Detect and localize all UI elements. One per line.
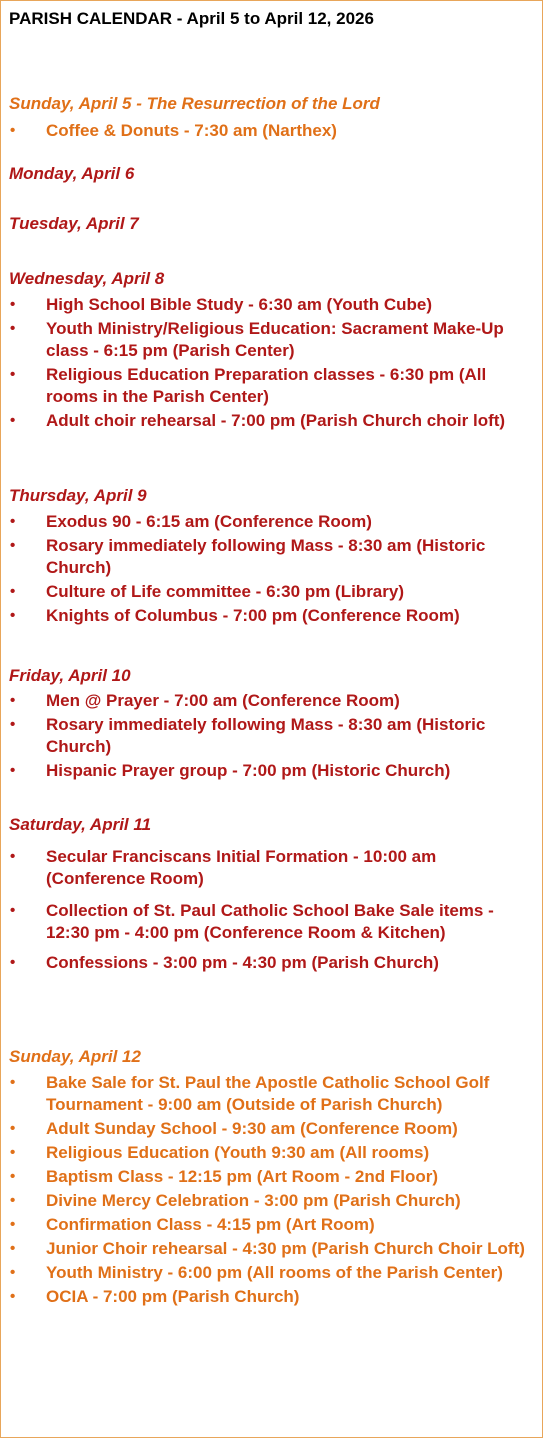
event-item <box>1 714 543 758</box>
event-list <box>1 120 543 142</box>
bullet-icon: • <box>10 902 16 919</box>
event-text: Confessions - 3:00 pm - 4:30 pm (Parish Church) <box>46 953 439 972</box>
event-text: Youth Ministry - 6:00 pm (All rooms of the Parish Center) <box>46 1263 503 1282</box>
day-heading: Sunday, April 12 <box>9 1047 141 1066</box>
bullet-icon: • <box>10 513 16 530</box>
event-list <box>1 846 543 974</box>
event-text: Knights of Columbus - 7:00 pm (Conference Room) <box>46 606 460 625</box>
bullet-icon: • <box>10 412 16 429</box>
event-item <box>1 511 543 533</box>
bullet-icon: • <box>10 848 16 865</box>
event-text: Culture of Life committee - 6:30 pm (Library) <box>46 582 404 601</box>
day-heading: Thursday, April 9 <box>9 486 147 505</box>
event-item <box>1 846 543 890</box>
event-item <box>1 1214 543 1236</box>
bullet-icon: • <box>10 537 16 554</box>
event-text: Junior Choir rehearsal - 4:30 pm (Parish Church Choir Loft) <box>46 1239 525 1258</box>
day-heading: Friday, April 10 <box>9 666 131 685</box>
event-list <box>1 690 543 782</box>
event-text: Men @ Prayer - 7:00 am (Conference Room) <box>46 691 400 710</box>
bullet-icon: • <box>10 954 16 971</box>
event-list <box>1 1072 543 1308</box>
event-text: High School Bible Study - 6:30 am (Youth Cube) <box>46 295 432 314</box>
event-text: Exodus 90 - 6:15 am (Conference Room) <box>46 512 372 531</box>
event-item <box>1 952 543 974</box>
day-heading: Monday, April 6 <box>9 164 135 183</box>
event-item <box>1 1262 543 1284</box>
bullet-icon: • <box>10 1264 16 1281</box>
event-text: Bake Sale for St. Paul the Apostle Catholic School Golf Tournament - 9:00 am (Outside of Parish Church) <box>46 1073 490 1114</box>
bullet-icon: • <box>10 366 16 383</box>
bullet-icon: • <box>10 1216 16 1233</box>
event-item <box>1 760 543 782</box>
event-item <box>1 581 543 603</box>
bullet-icon: • <box>10 1120 16 1137</box>
event-item <box>1 1142 543 1164</box>
event-text: Confirmation Class - 4:15 pm (Art Room) <box>46 1215 375 1234</box>
event-item <box>1 364 543 408</box>
event-text: Baptism Class - 12:15 pm (Art Room - 2nd Floor) <box>46 1167 438 1186</box>
day-heading: Saturday, April 11 <box>9 815 152 834</box>
bullet-icon: • <box>10 583 16 600</box>
event-item <box>1 605 543 627</box>
bullet-icon: • <box>10 1288 16 1305</box>
event-text: Secular Franciscans Initial Formation - 10:00 am (Conference Room) <box>46 847 437 888</box>
event-item <box>1 318 543 362</box>
event-text: Adult Sunday School - 9:30 am (Conference Room) <box>46 1119 458 1138</box>
event-item <box>1 1286 543 1308</box>
bullet-icon: • <box>10 122 16 139</box>
event-text: Rosary immediately following Mass - 8:30 am (Historic Church) <box>46 536 486 577</box>
bullet-icon: • <box>10 692 16 709</box>
bullet-icon: • <box>10 1240 16 1257</box>
page-title: PARISH CALENDAR - April 5 to April 12, 2026 <box>9 9 374 28</box>
event-item <box>1 1166 543 1188</box>
event-item <box>1 410 543 432</box>
event-text: Hispanic Prayer group - 7:00 pm (Historic Church) <box>46 761 451 780</box>
event-text: OCIA - 7:00 pm (Parish Church) <box>46 1287 300 1306</box>
event-item <box>1 1190 543 1212</box>
event-item <box>1 1072 543 1116</box>
bullet-icon: • <box>10 1192 16 1209</box>
bullet-icon: • <box>10 607 16 624</box>
event-item <box>1 294 543 316</box>
event-text: Youth Ministry/Religious Education: Sacrament Make-Up class - 6:15 pm (Parish Center) <box>46 319 504 360</box>
event-text: Religious Education (Youth 9:30 am (All rooms) <box>46 1143 430 1162</box>
event-item <box>1 690 543 712</box>
bullet-icon: • <box>10 1144 16 1161</box>
event-text: Collection of St. Paul Catholic School Bake Sale items - 12:30 pm - 4:00 pm (Conference Room & Kitchen) <box>46 901 494 942</box>
event-text: Religious Education Preparation classes - 6:30 pm (All rooms in the Parish Center) <box>46 365 487 406</box>
event-list <box>1 511 543 627</box>
day-heading: Sunday, April 5 - The Resurrection of the Lord <box>9 94 380 113</box>
bullet-icon: • <box>10 1168 16 1185</box>
day-heading: Wednesday, April 8 <box>9 269 165 288</box>
event-text: Adult choir rehearsal - 7:00 pm (Parish Church choir loft) <box>46 411 506 430</box>
bullet-icon: • <box>10 320 16 337</box>
event-text: Divine Mercy Celebration - 3:00 pm (Parish Church) <box>46 1191 461 1210</box>
event-item <box>1 535 543 579</box>
event-text: Coffee & Donuts - 7:30 am (Narthex) <box>46 121 337 140</box>
event-list <box>1 294 543 432</box>
bullet-icon: • <box>10 762 16 779</box>
bullet-icon: • <box>10 716 16 733</box>
event-item <box>1 1118 543 1140</box>
bullet-icon: • <box>10 1074 16 1091</box>
event-item <box>1 120 543 142</box>
event-item <box>1 1238 543 1260</box>
day-heading: Tuesday, April 7 <box>9 214 139 233</box>
bullet-icon: • <box>10 296 16 313</box>
event-text: Rosary immediately following Mass - 8:30 am (Historic Church) <box>46 715 486 756</box>
event-item <box>1 900 543 944</box>
